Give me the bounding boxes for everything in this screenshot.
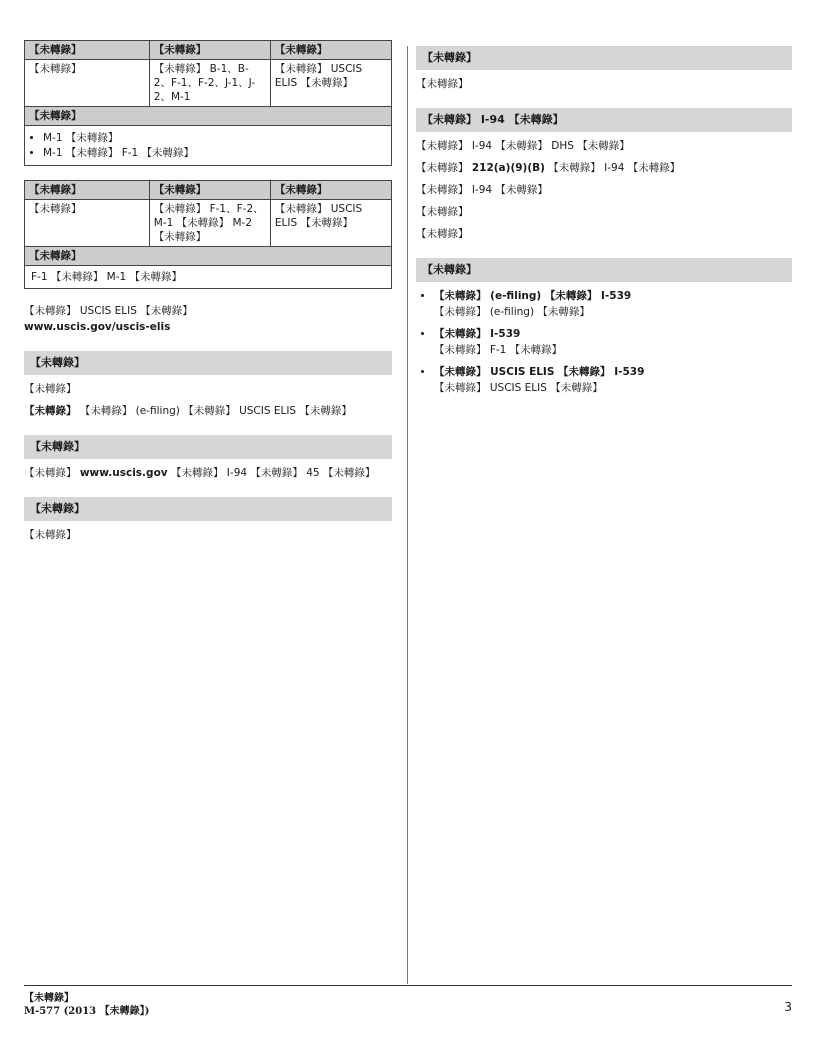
table-cell: 【未轉錄】 F-1、F-2、M-1 【未轉錄】 M-2 【未轉錄】 bbox=[149, 200, 270, 247]
list-item-text: 【未轉錄】 (e-filing) 【未轉錄】 bbox=[434, 306, 590, 318]
exception-text: F-1 【未轉錄】 M-1 【未轉錄】 bbox=[25, 266, 392, 289]
table-cell: 【未轉錄】 bbox=[25, 60, 150, 107]
table-header: 【未轉錄】 bbox=[25, 41, 150, 60]
list-item-text: 【未轉錄】 F-1 【未轉錄】 bbox=[434, 344, 563, 356]
table-header: 【未轉錄】 bbox=[270, 41, 391, 60]
elis-link[interactable]: www.uscis.gov/uscis-elis bbox=[24, 321, 171, 333]
body-paragraph: 【未轉錄】 bbox=[416, 78, 469, 90]
page-footer bbox=[24, 985, 792, 1018]
elis-info-paragraph bbox=[24, 303, 392, 335]
table-cell: 【未轉錄】 B-1、B-2、F-1、F-2、J-1、J-2、M-1 bbox=[149, 60, 270, 107]
body-text: 【未轉錄】 bbox=[24, 467, 77, 479]
list-item: • M-1 【未轉錄】 F-1 【未轉錄】 bbox=[43, 146, 385, 160]
body-text: 【未轉錄】 I-94 【未轉錄】 bbox=[548, 162, 681, 174]
document-page bbox=[24, 40, 792, 985]
footer-title: 【未轉錄】 bbox=[24, 993, 74, 1004]
status-change-table bbox=[24, 40, 392, 166]
exception-label: 【未轉錄】 bbox=[25, 107, 392, 126]
list-item bbox=[434, 326, 792, 358]
body-paragraph: 【未轉錄】 bbox=[24, 383, 77, 395]
list-item bbox=[434, 364, 792, 396]
body-paragraph: 【未轉錄】 bbox=[24, 529, 77, 541]
footer-form-number: M-577 (2013 【未轉錄】) bbox=[24, 1006, 150, 1017]
table-header: 【未轉錄】 bbox=[149, 181, 270, 200]
body-paragraph bbox=[416, 160, 792, 176]
section-heading: 【未轉錄】 I-94 【未轉錄】 bbox=[416, 108, 792, 132]
table-header: 【未轉錄】 bbox=[149, 41, 270, 60]
table-cell: 【未轉錄】 USCIS ELIS 【未轉錄】 bbox=[270, 200, 391, 247]
body-paragraph: 【未轉錄】 bbox=[416, 228, 469, 240]
section-heading: 【未轉錄】 bbox=[24, 351, 392, 375]
body-paragraph: 【未轉錄】 bbox=[416, 206, 469, 218]
list-item: • M-1 【未轉錄】 bbox=[43, 131, 385, 145]
section-heading: 【未轉錄】 bbox=[416, 46, 792, 70]
section-heading: 【未轉錄】 bbox=[416, 258, 792, 282]
uscis-link[interactable]: www.uscis.gov bbox=[79, 467, 168, 479]
note-text: 【未轉錄】 (e-filing) 【未轉錄】 USCIS ELIS 【未轉錄】 bbox=[79, 405, 352, 417]
table-header: 【未轉錄】 bbox=[25, 181, 150, 200]
left-column bbox=[24, 40, 392, 549]
list-item-text: 【未轉錄】 USCIS ELIS 【未轉錄】 bbox=[434, 382, 603, 394]
note-paragraph bbox=[24, 403, 392, 419]
status-reinstate-table bbox=[24, 180, 392, 289]
elis-info-text: 【未轉錄】 USCIS ELIS 【未轉錄】 bbox=[24, 305, 193, 317]
body-paragraph: 【未轉錄】 I-94 【未轉錄】 bbox=[416, 184, 548, 196]
exception-list bbox=[25, 126, 392, 166]
note-label: 【未轉錄】 bbox=[24, 405, 77, 417]
list-item-title: • 【未轉錄】 USCIS ELIS 【未轉錄】 I-539 bbox=[434, 366, 645, 378]
body-text: 【未轉錄】 bbox=[416, 162, 469, 174]
tracking-method-list bbox=[416, 288, 792, 396]
table-header: 【未轉錄】 bbox=[270, 181, 391, 200]
table-cell: 【未轉錄】 bbox=[25, 200, 150, 247]
page-number: 3 bbox=[784, 1000, 792, 1014]
section-heading: 【未轉錄】 bbox=[24, 497, 392, 521]
table-row bbox=[25, 60, 392, 107]
section-heading: 【未轉錄】 bbox=[24, 435, 392, 459]
body-text: 【未轉錄】 I-94 【未轉錄】 45 【未轉錄】 bbox=[170, 467, 376, 479]
body-paragraph: 【未轉錄】 I-94 【未轉錄】 DHS 【未轉錄】 bbox=[416, 140, 630, 152]
table-row bbox=[25, 200, 392, 247]
table-cell: 【未轉錄】 USCIS ELIS 【未轉錄】 bbox=[270, 60, 391, 107]
exception-label: 【未轉錄】 bbox=[25, 247, 392, 266]
list-item bbox=[434, 288, 792, 320]
right-column bbox=[416, 40, 792, 402]
column-divider bbox=[407, 46, 408, 984]
body-paragraph bbox=[24, 465, 392, 481]
list-item-title: • 【未轉錄】 (e-filing) 【未轉錄】 I-539 bbox=[434, 290, 632, 302]
list-item-title: • 【未轉錄】 I-539 bbox=[434, 328, 521, 340]
statute-reference: 212(a)(9)(B) bbox=[471, 162, 545, 174]
